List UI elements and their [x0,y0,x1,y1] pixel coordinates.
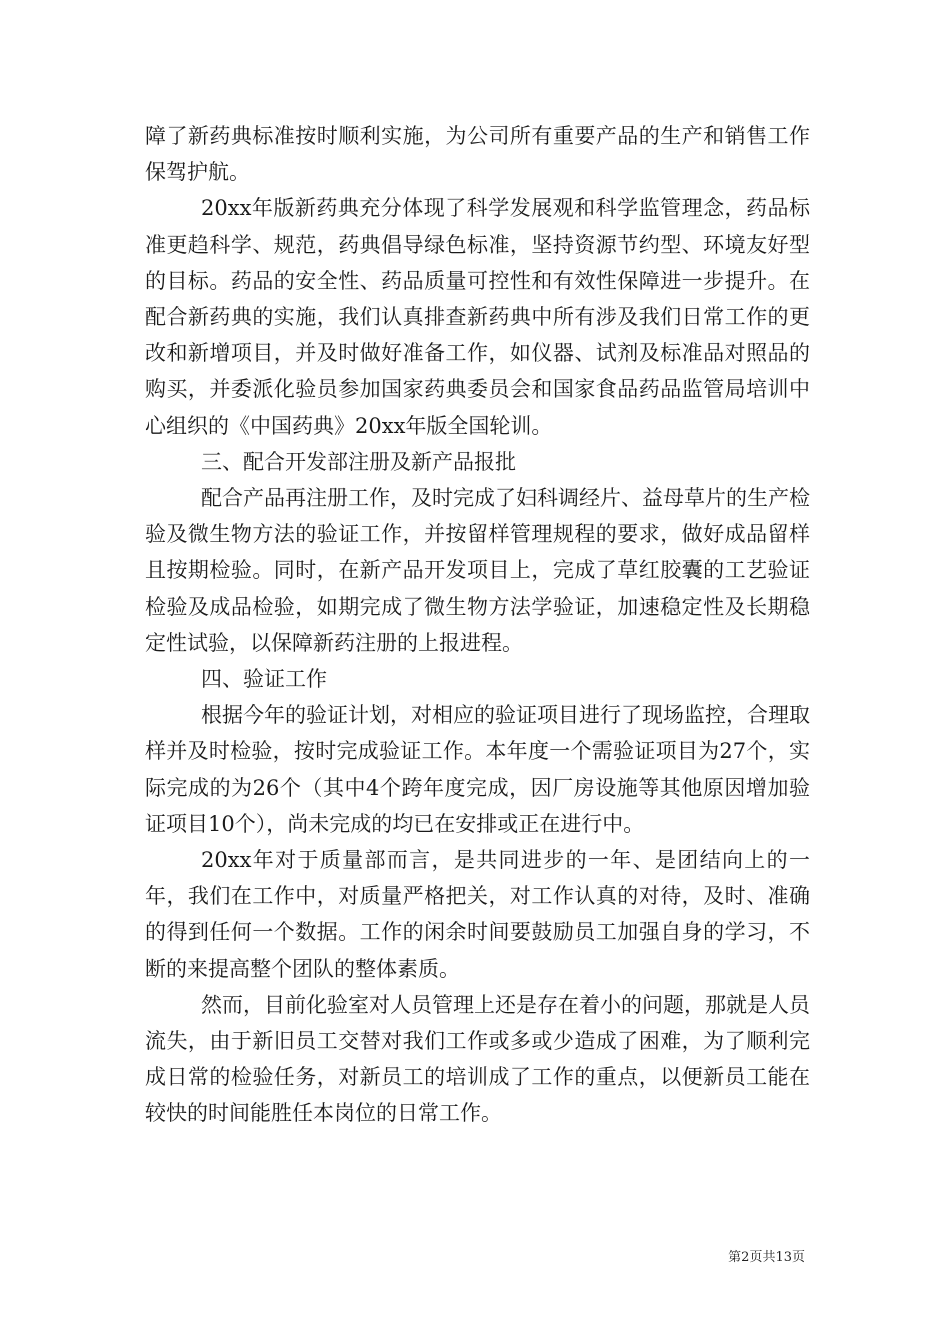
paragraph-staff-issues: 然而，目前化验室对人员管理上还是存在着小的问题，那就是人员流失，由于新旧员工交替对我们工作或多或少造成了困难，为了顺利完成日常的检验任务，对新员工的培训成了工作的重点，以便新员工能在较快的时间能胜任本岗位的日常工作。 [145,992,810,1126]
paragraph-continuation: 障了新药典标准按时顺利实施，为公司所有重要产品的生产和销售工作保驾护航。 [145,124,810,185]
page-number: 第2页共13页 [728,1250,805,1265]
section-heading-four: 四、验证工作 [201,667,327,692]
paragraph-registration: 配合产品再注册工作，及时完成了妇科调经片、益母草片的生产检验及微生物方法的验证工作，并按留样管理规程的要求，做好成品留样且按期检验。同时，在新产品开发项目上，完成了草红胶囊的工艺验证检验及成品检验，如期完成了微生物方法学验证，加速稳定性及长期稳定性试验，以保障新药注册的上报进程。 [145,486,810,655]
paragraph-pharmacopoeia: 20xx年版新药典充分体现了科学发展观和科学监管理念，药品标准更趋科学、规范，药典倡导绿色标准，坚持资源节约型、环境友好型的目标。药品的安全性、药品质量可控性和有效性保障进一步提升。在配合新药典的实施，我们认真排查新药典中所有涉及我们日常工作的更改和新增项目，并及时做好准备工作，如仪器、试剂及标准品对照品的购买，并委派化验员参加国家药典委员会和国家食品药品监管局培训中心组织的《中国药典》20xx年版全国轮训。 [145,196,810,438]
paragraph-annual-summary: 20xx年对于质量部而言，是共同进步的一年、是团结向上的一年，我们在工作中，对质量严格把关，对工作认真的对待，及时、准确的得到任何一个数据。工作的闲余时间要鼓励员工加强自身的学习，不断的来提高整个团队的整体素质。 [145,848,810,981]
paragraph-validation: 根据今年的验证计划，对相应的验证项目进行了现场监控，合理取样并及时检验，按时完成验证工作。本年度一个需验证项目为27个，实际完成的为26个（其中4个跨年度完成，因厂房设施等其他原因增加验证项目10个），尚未完成的均已在安排或正在进行中。 [145,703,810,836]
section-heading-three: 三、配合开发部注册及新产品报批 [201,449,516,474]
document-body [145,118,810,1132]
